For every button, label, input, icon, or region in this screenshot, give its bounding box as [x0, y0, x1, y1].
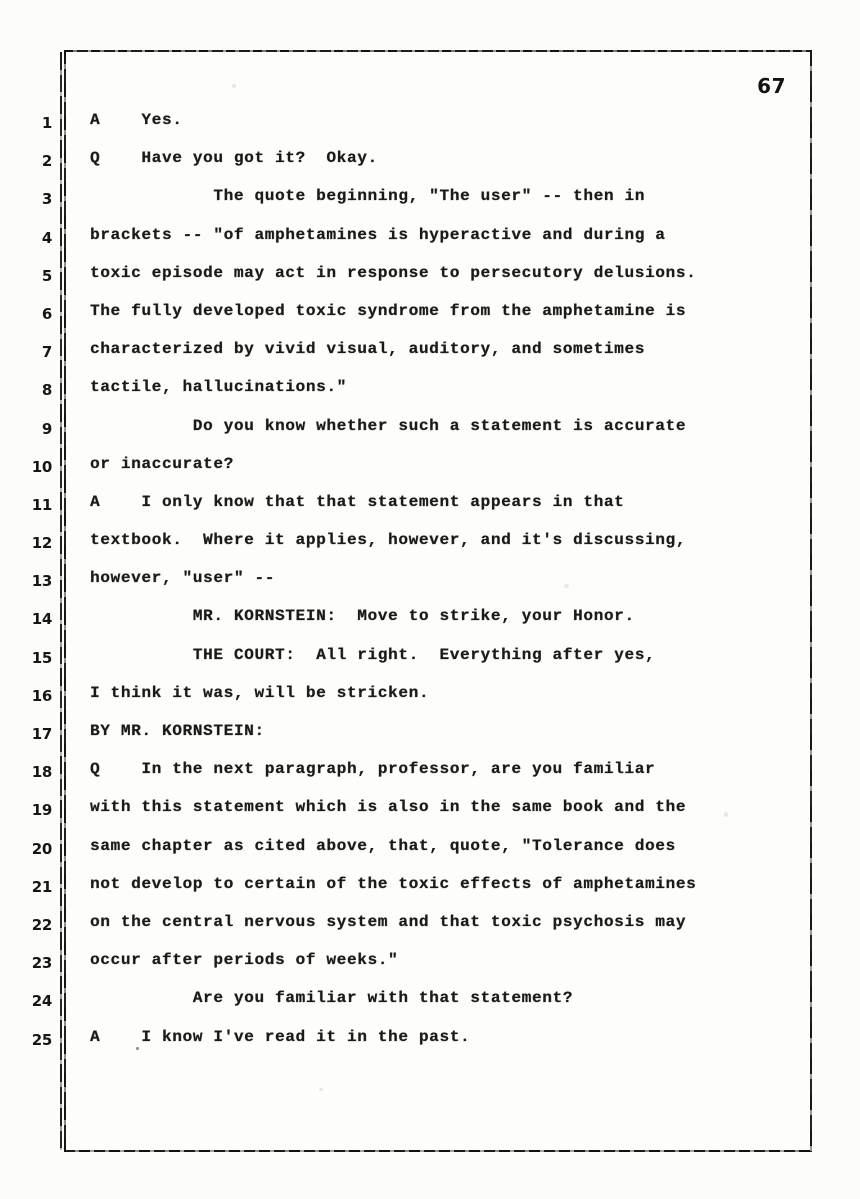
- line-text: Q Have you got it? Okay.: [90, 149, 378, 168]
- line-text: tactile, hallucinations.": [90, 378, 347, 397]
- transcript-line: [41, 223, 812, 261]
- line-text: with this statement which is also in the same book and the: [90, 798, 687, 817]
- line-text: or inaccurate?: [90, 454, 234, 473]
- line-number: 22: [31, 915, 52, 934]
- transcript-line: [41, 414, 812, 452]
- page-border-bottom: [64, 1150, 812, 1152]
- transcript-line: [41, 261, 812, 299]
- line-text: characterized by vivid visual, auditory, and sometimes: [90, 340, 646, 359]
- line-number: 13: [31, 572, 52, 591]
- transcript-line: [31, 795, 812, 833]
- line-number: 9: [41, 419, 52, 438]
- line-text: I think it was, will be stricken.: [90, 683, 430, 702]
- transcript-line: [41, 375, 812, 413]
- line-number: 16: [31, 686, 52, 705]
- scan-artifact: [232, 84, 236, 88]
- line-number-rule: [60, 52, 62, 1150]
- line-text: A I only know that that statement appears in that: [90, 492, 625, 511]
- line-number: 4: [41, 228, 52, 247]
- transcript-line: [31, 872, 812, 910]
- line-text: Do you know whether such a statement is accurate: [90, 416, 687, 435]
- transcript-line: [31, 452, 812, 490]
- line-number: 21: [31, 877, 52, 896]
- line-number: 17: [31, 725, 52, 743]
- line-number: 14: [31, 610, 52, 629]
- line-text: not develop to certain of the toxic effects of amphetamines: [90, 874, 697, 893]
- transcript-line: [31, 566, 812, 604]
- transcript-line: [31, 757, 812, 795]
- transcript-line: [31, 528, 812, 566]
- line-text: on the central nervous system and that toxic psychosis may: [90, 912, 687, 931]
- transcript-line: [31, 1025, 812, 1063]
- page-number: 67: [757, 74, 786, 98]
- transcript-line: [31, 948, 812, 986]
- line-text: brackets -- "of amphetamines is hyperactive and during a: [90, 225, 666, 244]
- line-number: 18: [31, 763, 52, 782]
- line-number: 11: [31, 495, 52, 514]
- line-number: 2: [41, 152, 52, 171]
- transcript-line: [41, 184, 812, 222]
- line-number: 24: [31, 992, 52, 1011]
- line-text: occur after periods of weeks.": [90, 951, 399, 970]
- line-text: A I know I've read it in the past.: [90, 1027, 471, 1046]
- line-number: 12: [31, 534, 52, 553]
- line-text: The fully developed toxic syndrome from the amphetamine is: [90, 301, 687, 320]
- transcript-line: [31, 681, 812, 719]
- line-number: 7: [41, 343, 52, 362]
- transcript-line: [41, 146, 812, 184]
- transcript-line: [31, 490, 812, 528]
- line-number: 23: [31, 954, 52, 973]
- line-number: 1: [41, 114, 52, 132]
- scan-artifact: [136, 1047, 139, 1050]
- transcript-line: [41, 337, 812, 375]
- line-text: however, "user" --: [90, 569, 276, 588]
- line-text: same chapter as cited above, that, quote, "Tolerance does: [90, 836, 676, 855]
- line-number: 19: [31, 801, 52, 820]
- line-text: A Yes.: [90, 111, 183, 129]
- transcript-line: [31, 604, 812, 642]
- line-text: BY MR. KORNSTEIN:: [90, 722, 265, 740]
- line-number: 6: [41, 304, 52, 323]
- page-border-top: [64, 50, 812, 52]
- transcript-line: [31, 643, 812, 681]
- line-text: MR. KORNSTEIN: Move to strike, your Honor.: [90, 607, 635, 626]
- scan-artifact: [319, 1088, 323, 1091]
- transcript-line: [31, 910, 812, 948]
- transcript-line: [31, 986, 812, 1024]
- transcript-line: [31, 719, 812, 757]
- line-number: 5: [41, 266, 52, 285]
- line-text: THE COURT: All right. Everything after yes,: [90, 645, 656, 664]
- line-text: toxic episode may act in response to persecutory delusions.: [90, 263, 697, 282]
- line-text: Are you familiar with that statement?: [90, 989, 574, 1008]
- line-text: The quote beginning, "The user" -- then in: [90, 187, 646, 206]
- transcript-lines: [31, 108, 812, 1063]
- transcript-line: [41, 299, 812, 337]
- page-sheet: [31, 50, 812, 1152]
- line-text: textbook. Where it applies, however, and it's discussing,: [90, 531, 687, 550]
- line-number: 20: [31, 839, 52, 858]
- line-number: 10: [31, 457, 52, 476]
- line-text: Q In the next paragraph, professor, are you familiar: [90, 760, 656, 779]
- line-number: 3: [41, 190, 52, 209]
- line-number: 8: [41, 381, 52, 400]
- line-number: 25: [31, 1030, 52, 1049]
- transcript-line: [31, 834, 812, 872]
- transcript-line: [41, 108, 812, 146]
- line-number: 15: [31, 648, 52, 667]
